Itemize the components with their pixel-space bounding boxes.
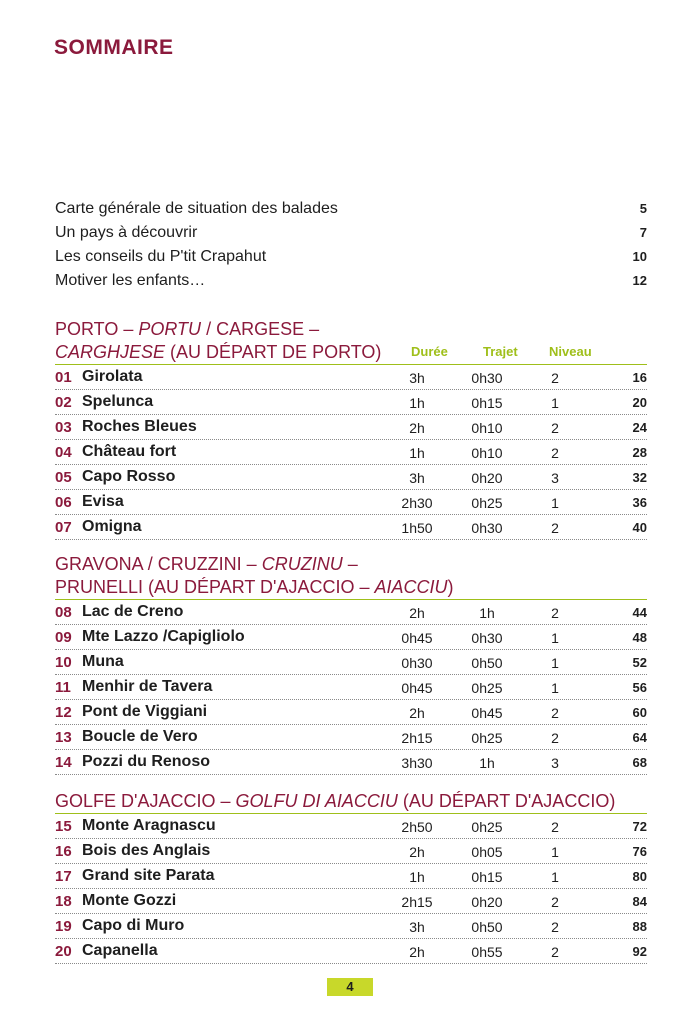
- route-name: Roches Bleues: [82, 418, 197, 435]
- route-trip-time: 0h15: [471, 869, 503, 885]
- route-name: Muna: [82, 653, 124, 670]
- intro-item-page: 5: [639, 201, 647, 216]
- route-level: 2: [551, 730, 559, 746]
- route-page: 72: [632, 819, 647, 834]
- route-name: Capanella: [82, 942, 158, 959]
- route-page: 56: [632, 680, 647, 695]
- route-row[interactable]: [55, 599, 647, 624]
- route-level: 1: [551, 655, 559, 671]
- route-number: 01: [55, 369, 72, 386]
- section-heading-line: GOLFE D'AJACCIO – GOLFU DI AIACCIU (AU DÉPART D'AJACCIO): [55, 791, 616, 811]
- route-list: [55, 813, 647, 964]
- route-name: Mte Lazzo /Capigliolo: [82, 628, 245, 645]
- route-trip-time: 0h25: [471, 495, 503, 511]
- route-level: 3: [551, 470, 559, 486]
- route-duration: 1h: [409, 445, 425, 461]
- route-row[interactable]: [55, 863, 647, 888]
- intro-item-label: Motiver les enfants…: [55, 272, 206, 289]
- route-name: Spelunca: [82, 393, 154, 410]
- route-trip-time: 0h30: [471, 630, 503, 646]
- route-name: Lac de Creno: [82, 603, 184, 620]
- route-level: 2: [551, 605, 559, 621]
- route-name: Evisa: [82, 493, 124, 510]
- route-level: 2: [551, 944, 559, 960]
- route-name: Capo Rosso: [82, 468, 176, 485]
- route-row[interactable]: [55, 699, 647, 724]
- route-trip-time: 0h10: [471, 445, 503, 461]
- route-trip-time: 0h25: [471, 680, 503, 696]
- route-trip-time: 0h45: [471, 705, 503, 721]
- route-page: 24: [632, 420, 647, 435]
- route-duration: 3h30: [401, 755, 433, 771]
- route-trip-time: 0h55: [471, 944, 503, 960]
- route-trip-time: 1h: [479, 605, 495, 621]
- route-row[interactable]: [55, 514, 647, 540]
- route-duration: 2h: [409, 705, 425, 721]
- route-number: 10: [55, 654, 72, 671]
- route-duration: 1h50: [401, 520, 433, 536]
- route-duration: 0h45: [401, 630, 433, 646]
- intro-item-label: Carte générale de situation des balades: [55, 200, 338, 217]
- route-page: 32: [632, 470, 647, 485]
- route-duration: 2h: [409, 420, 425, 436]
- route-name: Capo di Muro: [82, 917, 185, 934]
- column-headers: [407, 344, 647, 362]
- intro-item-label: Un pays à découvrir: [55, 224, 198, 241]
- route-row[interactable]: [55, 364, 647, 389]
- route-duration: 3h: [409, 919, 425, 935]
- route-duration: 2h: [409, 944, 425, 960]
- route-row[interactable]: [55, 749, 647, 775]
- section-heading: [55, 553, 647, 599]
- route-number: 20: [55, 943, 72, 960]
- route-row[interactable]: [55, 724, 647, 749]
- route-trip-time: 1h: [479, 755, 495, 771]
- section-heading-line: PRUNELLI (AU DÉPART D'AJACCIO – AIACCIU): [55, 577, 454, 597]
- route-name: Monte Aragnascu: [82, 817, 216, 834]
- route-page: 92: [632, 944, 647, 959]
- section-golfe-ajaccio: [55, 790, 647, 964]
- section-heading: [55, 790, 647, 813]
- route-number: 17: [55, 868, 72, 885]
- section-heading-line: GRAVONA / CRUZZINI – CRUZINU –: [55, 554, 358, 574]
- route-row[interactable]: [55, 838, 647, 863]
- route-duration: 2h15: [401, 894, 433, 910]
- section-gravona: [55, 553, 647, 775]
- page-title: SOMMAIRE: [54, 36, 174, 59]
- route-number: 04: [55, 444, 72, 461]
- route-level: 1: [551, 495, 559, 511]
- route-trip-time: 0h25: [471, 730, 503, 746]
- route-name: Omigna: [82, 518, 142, 535]
- route-trip-time: 0h30: [471, 520, 503, 536]
- col-duree: Durée: [411, 344, 448, 359]
- route-duration: 2h15: [401, 730, 433, 746]
- route-duration: 1h: [409, 395, 425, 411]
- route-name: Menhir de Tavera: [82, 678, 213, 695]
- route-page: 48: [632, 630, 647, 645]
- route-name: Pont de Viggiani: [82, 703, 208, 720]
- route-level: 2: [551, 705, 559, 721]
- route-page: 44: [632, 605, 647, 620]
- route-row[interactable]: [55, 649, 647, 674]
- route-trip-time: 0h15: [471, 395, 503, 411]
- route-row[interactable]: [55, 938, 647, 964]
- route-duration: 2h: [409, 844, 425, 860]
- route-page: 20: [632, 395, 647, 410]
- route-row[interactable]: [55, 414, 647, 439]
- route-number: 05: [55, 469, 72, 486]
- route-number: 07: [55, 519, 72, 536]
- route-row[interactable]: [55, 439, 647, 464]
- route-duration: 2h30: [401, 495, 433, 511]
- route-name: Girolata: [82, 368, 143, 385]
- route-number: 14: [55, 754, 72, 771]
- route-page: 76: [632, 844, 647, 859]
- route-level: 2: [551, 420, 559, 436]
- route-number: 11: [55, 679, 71, 696]
- route-row[interactable]: [55, 674, 647, 699]
- route-level: 2: [551, 894, 559, 910]
- route-level: 1: [551, 844, 559, 860]
- route-number: 16: [55, 843, 72, 860]
- route-page: 28: [632, 445, 647, 460]
- route-trip-time: 0h30: [471, 370, 503, 386]
- route-level: 2: [551, 445, 559, 461]
- route-page: 80: [632, 869, 647, 884]
- route-list: [55, 599, 647, 775]
- route-page: 40: [632, 520, 647, 535]
- route-name: Château fort: [82, 443, 177, 460]
- route-trip-time: 0h10: [471, 420, 503, 436]
- route-page: 88: [632, 919, 647, 934]
- route-level: 1: [551, 869, 559, 885]
- intro-item[interactable]: [55, 248, 647, 272]
- route-level: 1: [551, 680, 559, 696]
- route-row[interactable]: [55, 813, 647, 838]
- route-list: [55, 364, 647, 540]
- route-number: 09: [55, 629, 72, 646]
- section-porto: [55, 318, 647, 540]
- route-row[interactable]: [55, 489, 647, 514]
- intro-item[interactable]: [55, 200, 647, 224]
- route-number: 08: [55, 604, 72, 621]
- route-duration: 2h: [409, 605, 425, 621]
- route-number: 03: [55, 419, 72, 436]
- route-row[interactable]: [55, 888, 647, 913]
- route-duration: 3h: [409, 470, 425, 486]
- route-number: 02: [55, 394, 72, 411]
- route-duration: 2h50: [401, 819, 433, 835]
- intro-item-label: Les conseils du P'tit Crapahut: [55, 248, 267, 265]
- route-level: 1: [551, 395, 559, 411]
- route-name: Pozzi du Renoso: [82, 753, 210, 770]
- route-row[interactable]: [55, 624, 647, 649]
- route-trip-time: 0h25: [471, 819, 503, 835]
- route-trip-time: 0h05: [471, 844, 503, 860]
- route-duration: 3h: [409, 370, 425, 386]
- route-row[interactable]: [55, 389, 647, 414]
- route-page: 68: [632, 755, 647, 770]
- route-row[interactable]: [55, 913, 647, 938]
- col-niveau: Niveau: [549, 344, 592, 359]
- route-trip-time: 0h50: [471, 919, 503, 935]
- route-trip-time: 0h20: [471, 470, 503, 486]
- route-level: 3: [551, 755, 559, 771]
- route-name: Monte Gozzi: [82, 892, 177, 909]
- route-duration: 0h45: [401, 680, 433, 696]
- route-page: 60: [632, 705, 647, 720]
- page-number-badge: 4: [327, 978, 373, 996]
- route-page: 84: [632, 894, 647, 909]
- route-number: 18: [55, 893, 72, 910]
- route-level: 2: [551, 370, 559, 386]
- route-page: 64: [632, 730, 647, 745]
- intro-list: [55, 200, 647, 296]
- col-trajet: Trajet: [483, 344, 518, 359]
- route-number: 06: [55, 494, 72, 511]
- route-page: 16: [632, 370, 647, 385]
- intro-item-page: 10: [632, 249, 647, 264]
- route-name: Boucle de Vero: [82, 728, 198, 745]
- intro-item-page: 12: [632, 273, 647, 288]
- route-name: Grand site Parata: [82, 867, 215, 884]
- route-level: 1: [551, 630, 559, 646]
- intro-item[interactable]: [55, 224, 647, 248]
- route-duration: 1h: [409, 869, 425, 885]
- route-trip-time: 0h50: [471, 655, 503, 671]
- intro-item[interactable]: [55, 272, 647, 296]
- route-page: 52: [632, 655, 647, 670]
- section-heading-line: CARGHJESE (AU DÉPART DE PORTO): [55, 342, 382, 362]
- route-page: 36: [632, 495, 647, 510]
- route-number: 15: [55, 818, 72, 835]
- route-trip-time: 0h20: [471, 894, 503, 910]
- route-level: 2: [551, 520, 559, 536]
- route-name: Bois des Anglais: [82, 842, 211, 859]
- route-level: 2: [551, 819, 559, 835]
- section-heading: [55, 318, 647, 364]
- route-level: 2: [551, 919, 559, 935]
- route-row[interactable]: [55, 464, 647, 489]
- route-number: 19: [55, 918, 72, 935]
- route-number: 13: [55, 729, 72, 746]
- section-heading-line: PORTO – PORTU / CARGESE –: [55, 319, 320, 339]
- route-number: 12: [55, 704, 72, 721]
- route-duration: 0h30: [401, 655, 433, 671]
- intro-item-page: 7: [639, 225, 647, 240]
